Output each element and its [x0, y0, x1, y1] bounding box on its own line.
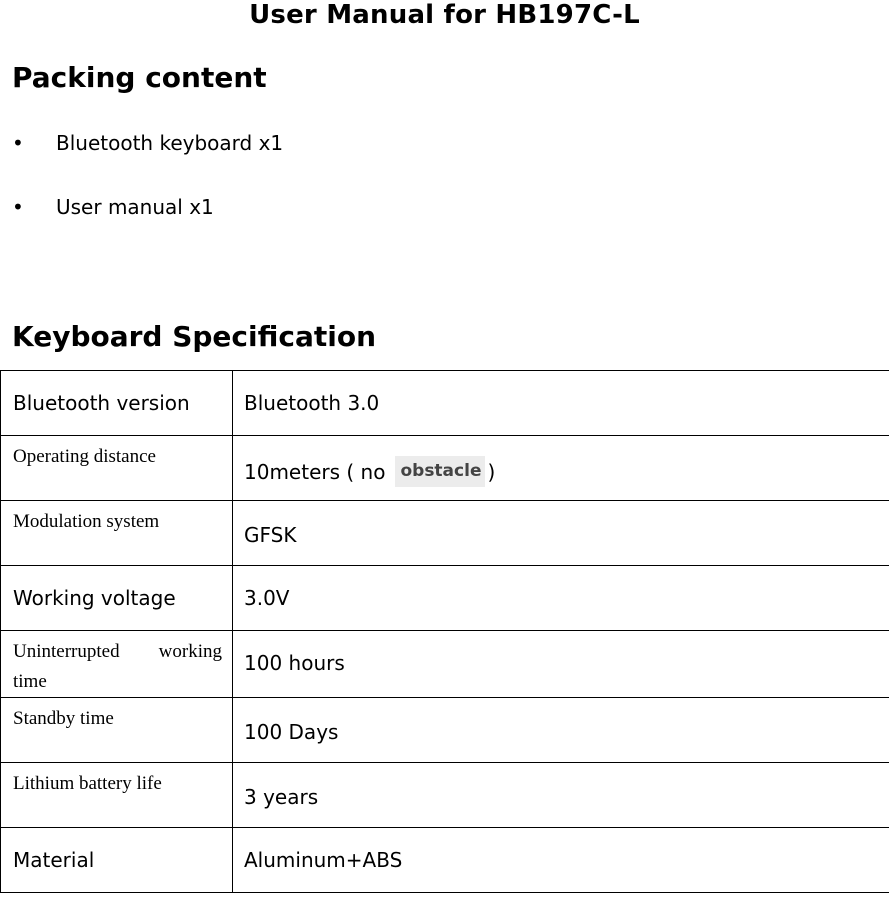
table-row	[1, 763, 889, 828]
table-row	[1, 698, 889, 763]
spec-label: Modulation system	[13, 511, 160, 532]
spec-label-cell	[1, 436, 233, 501]
spec-value-cell	[233, 566, 889, 631]
obstacle-tag: obstacle	[395, 456, 485, 487]
table-row	[1, 566, 889, 631]
spec-value-cell	[233, 763, 889, 828]
spec-value-suffix: )	[487, 460, 496, 484]
spec-label: Uninterrupted working time	[13, 641, 222, 692]
packing-item-label: User manual x1	[56, 195, 214, 219]
spec-label: Operating distance	[13, 446, 156, 467]
spec-label: Working voltage	[13, 586, 176, 610]
spec-label-cell	[1, 371, 233, 436]
spec-label-cell	[1, 698, 233, 763]
spec-value: 3 years	[244, 785, 319, 809]
spec-value: 100 hours	[244, 651, 345, 675]
table-row	[1, 631, 889, 698]
table-row	[1, 828, 889, 893]
table-row	[1, 371, 889, 436]
bullet-icon: •	[12, 195, 24, 219]
packing-list-item	[12, 128, 283, 158]
spec-value-cell	[233, 631, 889, 698]
spec-value: 3.0V	[244, 586, 290, 610]
spec-value-prefix: 10meters ( no	[244, 460, 386, 484]
packing-item-label: Bluetooth keyboard x1	[56, 131, 284, 155]
spec-label-cell	[1, 501, 233, 566]
spec-label-cell	[1, 763, 233, 828]
spec-value: GFSK	[244, 523, 297, 547]
bullet-icon: •	[12, 131, 24, 155]
spec-value: Aluminum+ABS	[244, 848, 403, 872]
spec-value-cell	[233, 436, 889, 501]
spec-value: 100 Days	[244, 720, 339, 744]
spec-label: Bluetooth version	[13, 391, 190, 415]
packing-content-heading: Packing content	[12, 61, 267, 94]
document-title: User Manual for HB197C-L	[249, 0, 640, 30]
specification-table	[0, 370, 889, 893]
spec-label: Material	[13, 848, 95, 872]
table-row	[1, 501, 889, 566]
spec-label: Standby time	[13, 708, 114, 729]
spec-label-cell	[1, 631, 233, 698]
spec-value-cell	[233, 828, 889, 893]
spec-label-cell	[1, 566, 233, 631]
spec-value-cell	[233, 698, 889, 763]
spec-value-cell	[233, 501, 889, 566]
spec-label-cell	[1, 828, 233, 893]
packing-list-item	[12, 192, 214, 222]
spec-label: Lithium battery life	[13, 773, 162, 794]
spec-value: Bluetooth 3.0	[244, 391, 380, 415]
table-row	[1, 436, 889, 501]
spec-value	[233, 436, 889, 489]
spec-value-cell	[233, 371, 889, 436]
keyboard-specification-heading: Keyboard Specification	[12, 320, 377, 353]
